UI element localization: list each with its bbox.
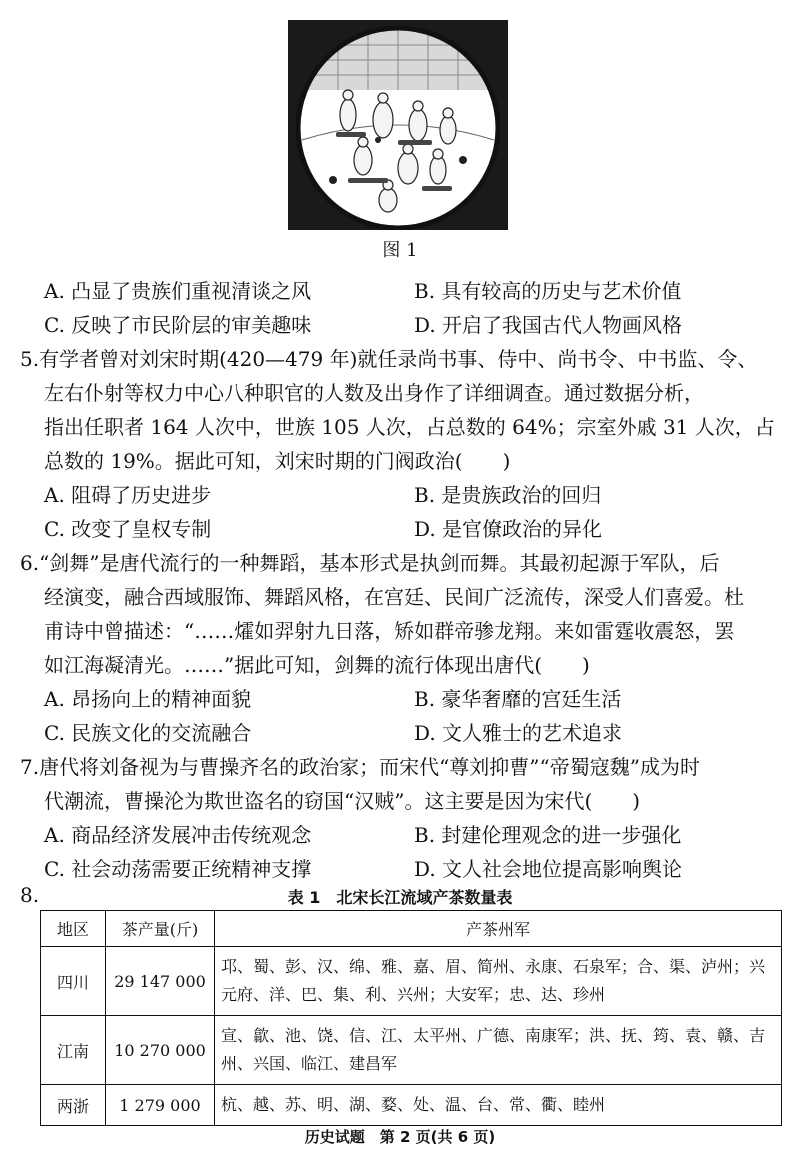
table-row xyxy=(41,947,782,1016)
cell-prefectures: 宣、歙、池、饶、信、江、太平州、广德、南康军；洪、抚、筠、袁、赣、吉州、兴国、临江、建昌军 xyxy=(215,1016,782,1085)
q7-option-a: A. 商品经济发展冲击传统观念 xyxy=(44,823,312,847)
q5-option-a: A. 阻碍了历史进步 xyxy=(44,483,212,507)
cell-region: 两浙 xyxy=(41,1085,106,1126)
cell-amount: 1 279 000 xyxy=(106,1085,215,1126)
header-prefectures: 产茶州军 xyxy=(215,911,782,947)
q7-line-1: 7.唐代将刘备视为与曹操齐名的政治家；而宋代“尊刘抑曹”“帝蜀寇魏”成为时 xyxy=(20,755,700,779)
cell-region: 江南 xyxy=(41,1016,106,1085)
table-row xyxy=(41,1085,782,1126)
q7-option-d: D. 文人社会地位提高影响舆论 xyxy=(414,857,683,881)
cell-prefectures: 邛、蜀、彭、汉、绵、雅、嘉、眉、简州、永康、石泉军；合、渠、泸州；兴元府、洋、巴、集、利、兴州；大安军；忠、达、珍州 xyxy=(215,947,782,1016)
table-title: 表 1 北宋长江流域产茶数量表 xyxy=(287,888,513,907)
q4-option-b: B. 具有较高的历史与艺术价值 xyxy=(414,279,682,303)
q7-line-2: 代潮流，曹操沦为欺世盗名的窃国“汉贼”。这主要是因为宋代( ) xyxy=(44,789,641,813)
tea-production-table xyxy=(40,910,782,1126)
q7-option-c: C. 社会动荡需要正统精神支撑 xyxy=(44,857,312,881)
q5-option-b: B. 是贵族政治的回归 xyxy=(414,483,602,507)
q6-line-4: 如江海凝清光。……”据此可知，剑舞的流行体现出唐代( ) xyxy=(44,653,590,677)
q5-line-2: 左右仆射等权力中心八种职官的人数及出身作了详细调查。通过数据分析， xyxy=(44,381,704,405)
cell-amount: 29 147 000 xyxy=(106,947,215,1016)
q5-line-1: 5.有学者曾对刘宋时期(420—479 年)就任录尚书事、侍中、尚书令、中书监、令、 xyxy=(20,347,758,371)
q5-line-3: 指出任职者 164 人次中，世族 105 人次，占总数的 64%；宗室外戚 31 人次，占 xyxy=(44,415,775,439)
header-amount: 茶产量(斤) xyxy=(106,911,215,947)
figure-painting-icon xyxy=(288,20,508,230)
q8-number: 8. xyxy=(20,883,40,907)
cell-prefectures: 杭、越、苏、明、湖、婺、处、温、台、常、衢、睦州 xyxy=(215,1085,782,1126)
figure-caption: 图 1 xyxy=(382,240,418,261)
table-header-row xyxy=(41,911,782,947)
table-row xyxy=(41,1016,782,1085)
cell-amount: 10 270 000 xyxy=(106,1016,215,1085)
q7-option-b: B. 封建伦理观念的进一步强化 xyxy=(414,823,682,847)
q5-line-4: 总数的 19%。据此可知，刘宋时期的门阀政治( ) xyxy=(44,449,511,473)
q6-option-c: C. 民族文化的交流融合 xyxy=(44,721,252,745)
q6-line-3: 甫诗中曾描述：“……㸌如羿射九日落，矫如群帝骖龙翔。来如雷霆收震怒，罢 xyxy=(44,619,735,643)
q4-option-d: D. 开启了我国古代人物画风格 xyxy=(414,313,683,337)
q5-option-d: D. 是官僚政治的异化 xyxy=(414,517,603,541)
figure-1 xyxy=(288,20,508,230)
header-region: 地区 xyxy=(41,911,106,947)
cell-region: 四川 xyxy=(41,947,106,1016)
q4-option-a: A. 凸显了贵族们重视清谈之风 xyxy=(44,279,312,303)
q5-option-c: C. 改变了皇权专制 xyxy=(44,517,212,541)
q6-option-a: A. 昂扬向上的精神面貌 xyxy=(44,687,252,711)
q6-line-2: 经演变，融合西域服饰、舞蹈风格，在宫廷、民间广泛流传，深受人们喜爱。杜 xyxy=(44,585,744,609)
q6-option-b: B. 豪华奢靡的宫廷生活 xyxy=(414,687,622,711)
q6-option-d: D. 文人雅士的艺术追求 xyxy=(414,721,623,745)
q6-line-1: 6.“剑舞”是唐代流行的一种舞蹈，基本形式是执剑而舞。其最初起源于军队，后 xyxy=(20,551,720,575)
page-footer: 历史试题 第 2 页(共 6 页) xyxy=(304,1128,496,1146)
q4-option-c: C. 反映了市民阶层的审美趣味 xyxy=(44,313,312,337)
